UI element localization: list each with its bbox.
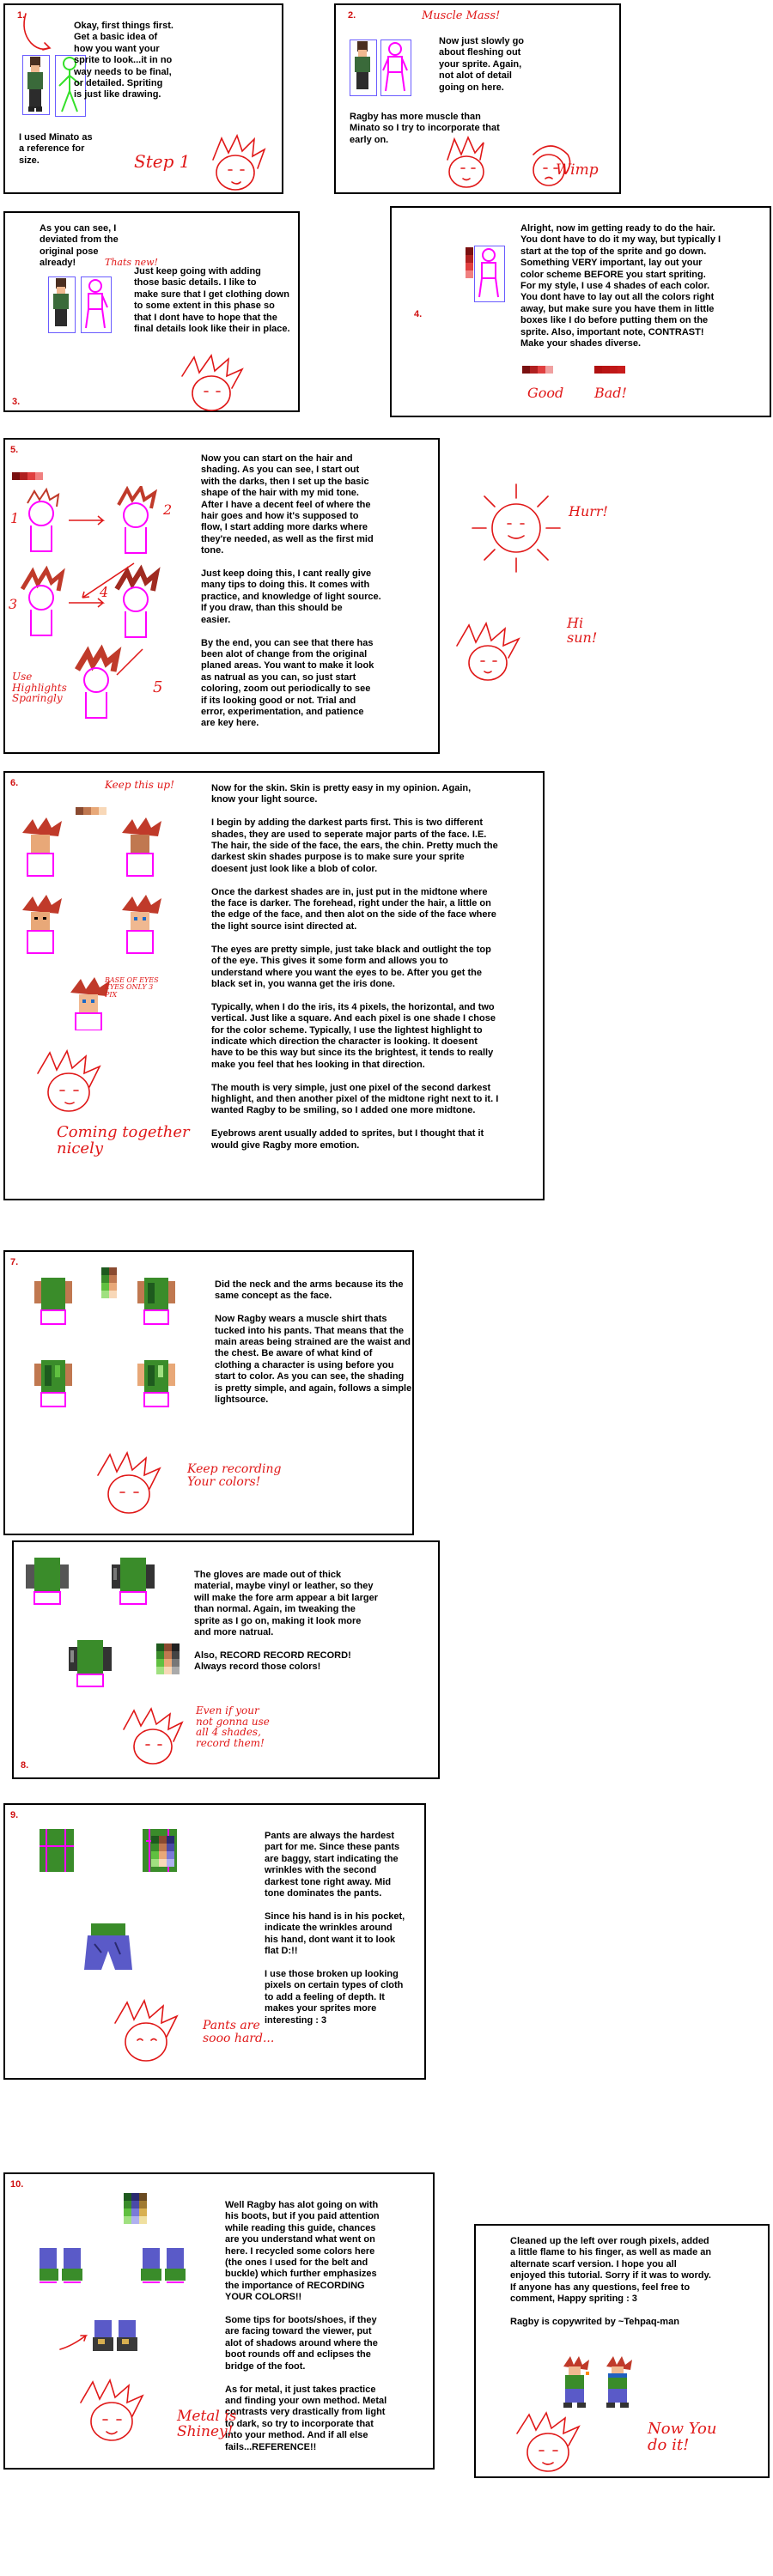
color-palette [466, 247, 473, 278]
sprite-ragby-step-4 [476, 247, 502, 303]
color-palette [12, 472, 43, 480]
doodle-thats-new: Thats new! [105, 257, 158, 268]
sprite-minato-reference [351, 41, 374, 97]
sprite-ragby-step-3b [82, 278, 108, 334]
panel-step-1 [3, 3, 283, 194]
panel-step-5 [3, 438, 608, 754]
pants-progression [40, 1829, 228, 1988]
doodle-eyes-note: BASE OF EYES EYES ONLY 3 PIX [105, 976, 159, 999]
panel-text: The gloves are made out of thick material, maybe vinyl or leather, so they will make the fore arm appear a bit larger than normal. Again, im tweaking the sprite as I go on, making it look more and more natrual. Also, RECORD RECORD RECORD! Always record those colors! [194, 1570, 378, 1673]
gloves-progression [26, 1558, 198, 1716]
step-number: 10. [10, 2179, 24, 2190]
final-sprites [560, 2354, 646, 2414]
doodle-sun [469, 481, 563, 575]
doodle-even-if: Even if your not gonna use all 4 shades, record them! [196, 1704, 270, 1749]
panel-step-8 [12, 1540, 440, 1779]
panel-text: Cleaned up the left over rough pixels, added a little flame to his finger, as well as made an alternate scarf version. I hope you all enjoyed this tutorial. Sorry if it was to wordy. If anyone has any questions, feel free to comment, Happy spriting : 3 Ragby is copywrited by ~Tehpaq-man [510, 2236, 712, 2327]
panel-step-7 [3, 1250, 414, 1535]
doodle-metal-shiney: Metal is Shiney! [177, 2408, 237, 2440]
panel-text: As you can see, I deviated from the original pose already! [40, 223, 119, 269]
doodle-muscle-mass: Muscle Mass! [422, 9, 501, 22]
step-label: 1 [10, 510, 20, 526]
doodle-keep-this-up: Keep this up! [105, 779, 174, 791]
doodle-hi-sun: Hi sun! [567, 615, 598, 646]
doodle-face-step-6 [31, 1048, 117, 1125]
panel-text-2: Just keep going with adding those basic details. I like to make sure that I get clothing down to some extent in this phase so that I dont have to hope that the final details look like their in place. [134, 266, 290, 335]
color-palette-skin [76, 807, 107, 815]
doodle-face-step-9 [108, 1997, 194, 2075]
panel-note: Ragby has more muscle than Minato so I try to incorporate that early on. [350, 112, 500, 145]
step-label: 4 [100, 584, 109, 600]
panel-note: I used Minato as a reference for size. [19, 132, 93, 166]
panel-text: Now for the skin. Skin is pretty easy in my opinion. Again, know your light source. I begin by adding the darkest parts first. This is two different shades, they are used to seperate major parts of the face. I.E. The hair, the side of the face, the ears, the chin. Pretty much the darkest skin shades purpose is to make sure your sprite doesent just look like a blob of color. Once the darkest shades are in, just put in the midtone where the face is darker. The forehead, right under the hair, a little on the edge of the face, and then alot on the side of the face where the light source isint directed at. The eyes are pretty simple, just take black and outlight the top of the eye. This gives it some form and allows you to understand where you want the eyes to be. After you get the black set in, you wanna get the iris done. Typically, when I do the iris, its 4 pixels, the horizontal, and two vertical. Just like a square. And each pixel is one shade I chose for the color scheme. Typically, I use the lightest highlight to indicate which direction the character is looking. It doesent have to be this way but since its the brightest, it tends to really make you feel that hes looking in that direction. The mouth is very simple, just one pixel of the second darkest highlight, and then another pixel of the midtone right next to it. I wanted Ragby to be smiling, so I added one more midtone. Eyebrows arent usually added to sprites, but I thought that it would give Ragby more emotion. [211, 783, 499, 1151]
label-bad: Bad! [594, 385, 627, 401]
panel-step-3 [3, 211, 300, 412]
panel-text: Pants are always the hardest part for me. Since these pants are baggy, start indicating the wrinkles with the second darkest tone right away. Mid tone dominates the pants. Since his hand is in his pocket, indicate the wrinkles around his hand, dont want it to look flat D:!! I use those broken up looking pixels on certain types of cloth to add a feeling of depth. It makes your sprites more interesting : 3 [265, 1831, 405, 2026]
doodle-face-final [510, 2409, 596, 2478]
label-good: Good [527, 385, 564, 401]
step-number: 4. [414, 309, 423, 319]
panel-step-10 [3, 2172, 435, 2470]
panel-final [474, 2224, 770, 2478]
skin-progression [17, 816, 206, 1035]
step-number: 6. [10, 778, 19, 788]
sprite-ragby-step-3a [50, 278, 72, 334]
doodle-face-step-5 [452, 620, 529, 689]
doodle-face-step-1 [204, 134, 273, 203]
step-number: 9. [10, 1810, 19, 1820]
step-number: 3. [12, 397, 21, 407]
step-number: 7. [10, 1257, 19, 1267]
panel-text: Did the neck and the arms because its the same concept as the face. Now Ragby wears a muscle shirt thats tucked into his pants. That means that the main areas being strained are the waist and the chest. Be aware of what kind of clothing a character is using before you start to color. As you can see, the shading is pretty simple, and again, follows a simple lightsource. [215, 1279, 412, 1406]
doodle-arrow [19, 9, 79, 60]
panel-text: Now just slowly go about fleshing out your sprite. Again, not alot of detail going on here. [439, 36, 525, 93]
panel-text: Now you can start on the hair and shading. As you can see, I start out with the darks, then I set up the basic shape of the hair with my mid tone. After I have a decent feel of where the hair goes and how it's supposed to flow, I start adding more darks where they're needed, as well as the first mid tone. Just keep doing this, I cant really give many tips to doing this. It comes with practice, and knowledge of light source. If you draw, than this should be easier. By the end, you can see that there has been alot of change from the original planed areas. You want to make it look as natrual as you can, so just start coloring, zoom out periodically to see if its looking good or not. Trial and error, experimentation, and patience are key here. [201, 453, 381, 729]
panel-text: Well Ragby has alot going on with his boots, but if you paid attention while reading this guide, chances are you understand what went on here. I recycled some colors here (the ones I used for the belt and buckle) which further emphasizes the importance of RECORDING YOUR COLORS!! Some tips for boots/shoes, if they are facing toward the viewer, put alot of shadows around where the boot rounds off and eclipses the bridge of the foot. As for metal, it just takes practice and finding your own method. Metal contrasts very drastically from light to dark, so try to incorporate that into your method. And if all else fails...REFERENCE!! [225, 2200, 387, 2452]
doodle-caption: Step 1 [134, 151, 191, 172]
doodle-now-you-do-it: Now You do it! [648, 2420, 717, 2454]
panel-step-4 [390, 206, 771, 417]
step-number: 1. [17, 10, 26, 21]
panel-text: Alright, now im getting ready to do the hair. You dont have to do it my way, but typically I start at the top of the sprite and go down. Something VERY important, lay out your color scheme BEFORE you start spriting. For my style, I use 4 shades of each color. You dont have to lay out all the colors right away, but make sure you have them in little boxes like I do before putting them on the sprite. Also, important note, CONTRAST! Make your shades diverse. [520, 223, 721, 349]
doodle-coming-together: Coming together nicely [57, 1123, 190, 1157]
doodle-face-step-3 [177, 354, 254, 414]
panel-step-2 [334, 3, 621, 194]
color-palette-pants [151, 1836, 174, 1867]
step-label: 3 [9, 596, 18, 612]
panel-step-6 [3, 771, 545, 1200]
doodle-face-step-10 [74, 2377, 160, 2454]
panel-step-9 [3, 1803, 426, 2080]
doodle-pants-hard: Pants are sooo hard... [203, 2019, 275, 2045]
step-label: 5 [153, 678, 163, 696]
step-number: 8. [21, 1760, 29, 1771]
palette-bad [594, 366, 625, 374]
step-number: 2. [348, 10, 356, 21]
boots-progression [40, 2248, 237, 2372]
doodle-hurr: Hurr! [569, 503, 608, 519]
color-palette-boots [124, 2193, 147, 2224]
step-number: 5. [10, 445, 19, 455]
doodle-arrow-boots [57, 2327, 100, 2353]
shirt-progression [34, 1278, 206, 1454]
panel-text: Okay, first things first. Get a basic idea of how you want your sprite to look...it in no way needs to be final, or detailed. Spriting is just like drawing. [74, 21, 173, 100]
doodle-face-step-8 [117, 1705, 194, 1774]
palette-good [522, 366, 553, 374]
step-label: 2 [163, 501, 173, 518]
sprite-ragby-step-2 [382, 41, 408, 97]
doodle-use-highlights: Use Highlights Sparingly [12, 671, 67, 705]
doodle-wimp: Wimp [556, 161, 599, 179]
color-palette-gloves [156, 1643, 180, 1674]
doodle-two-faces [439, 134, 611, 194]
doodle-keep-recording: Keep recording Your colors! [187, 1462, 282, 1489]
doodle-face-step-7 [91, 1449, 177, 1527]
guide-box [22, 55, 50, 115]
